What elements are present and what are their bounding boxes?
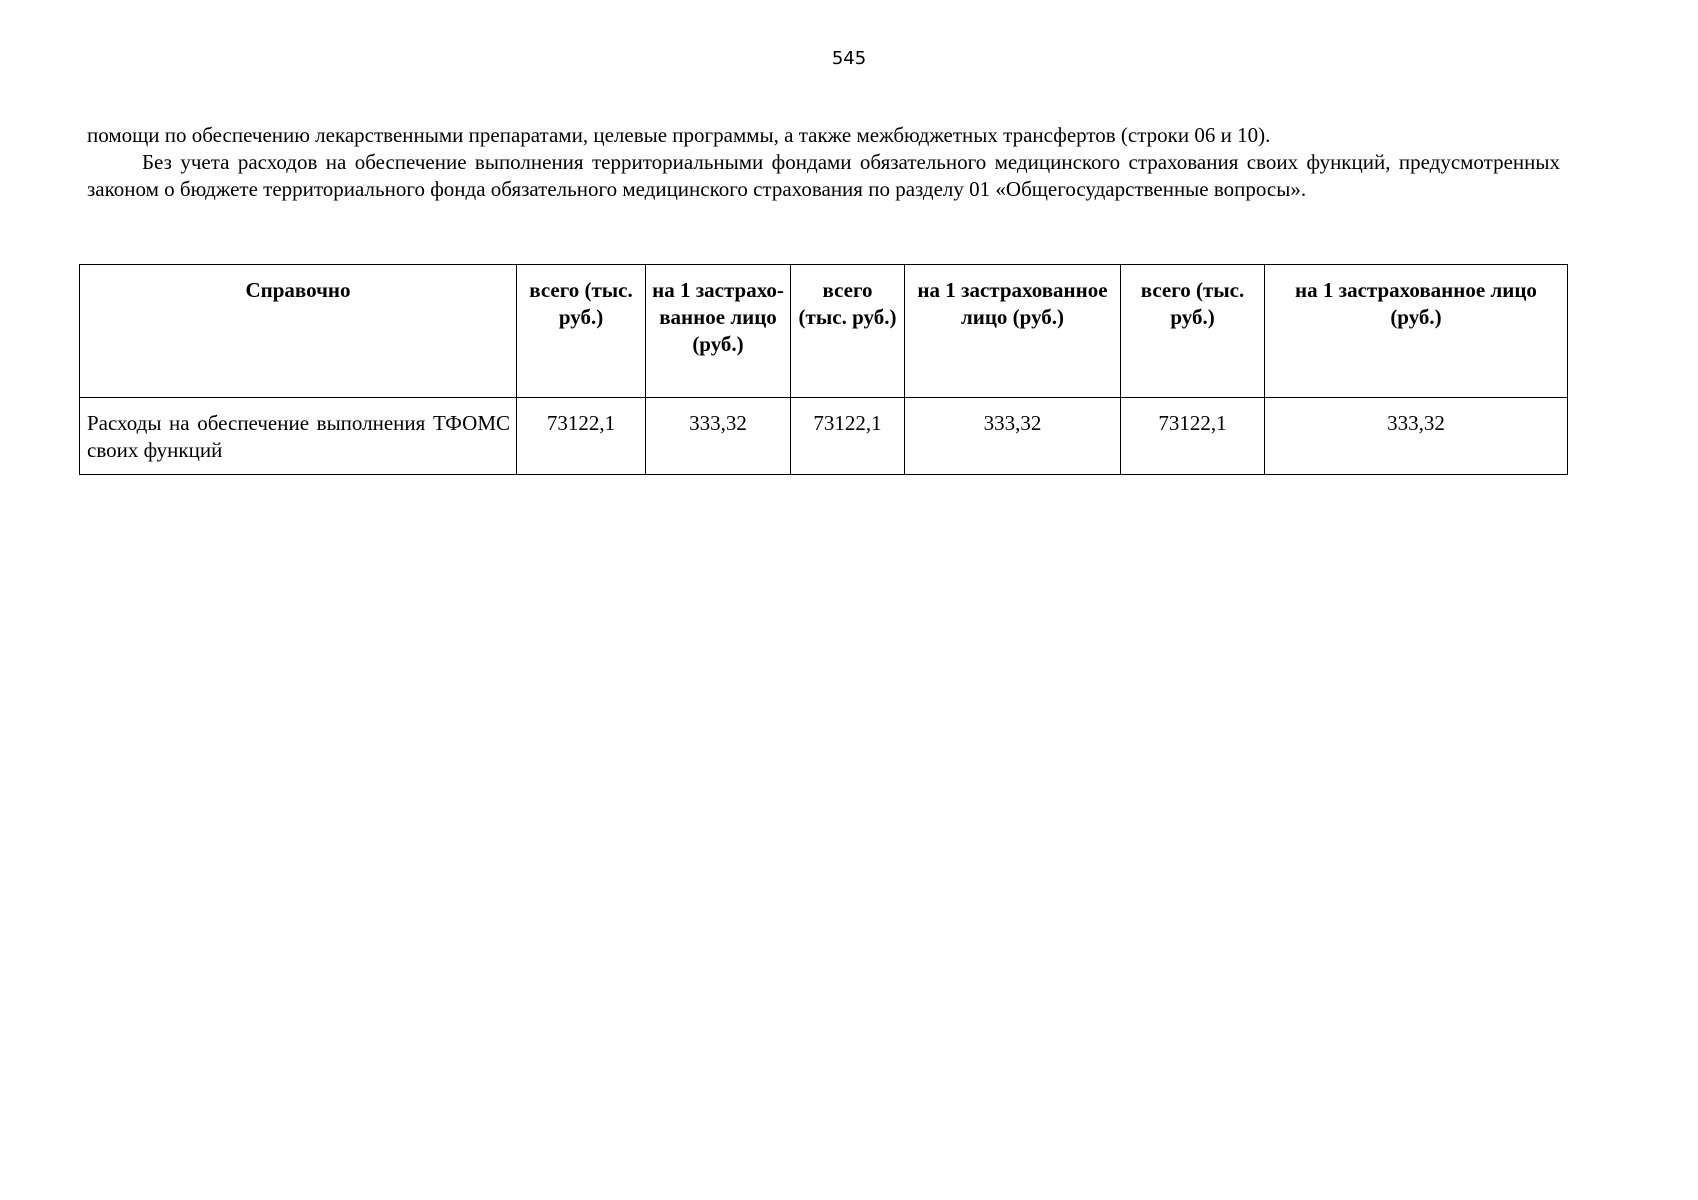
cell-total-3: 73122,1 xyxy=(1121,398,1265,475)
header-per-insured-3: на 1 застрахованное лицо (руб.) xyxy=(1265,265,1568,398)
header-total-2: всего (тыс. руб.) xyxy=(791,265,905,398)
cell-per-insured-2: 333,32 xyxy=(905,398,1121,475)
row-label: Расходы на обеспечение выполнения ТФОМС своих функций xyxy=(80,398,517,475)
header-total-3: всего (тыс. руб.) xyxy=(1121,265,1265,398)
table-header-row xyxy=(80,265,1568,398)
reference-table xyxy=(79,264,1568,475)
header-per-insured-2: на 1 застрахованное лицо (руб.) xyxy=(905,265,1121,398)
cell-per-insured-3: 333,32 xyxy=(1265,398,1568,475)
header-reference: Справочно xyxy=(80,265,517,398)
header-total-1: всего (тыс. руб.) xyxy=(517,265,646,398)
paragraph-continuation: помощи по обеспечению лекарственными препаратами, целевые программы, а также межбюджетных трансфертов (строки 06 и 10). xyxy=(87,123,1271,147)
page-number: 545 xyxy=(831,48,867,69)
paragraph-footnote: Без учета расходов на обеспечение выполнения территориальными фондами обязательного медицинского страхования своих функций, предусмотренных законом о бюджете территориального фонда обязательного медицинского страхования по разделу 01 «Общегосударственные вопросы». xyxy=(87,150,1560,201)
table-row xyxy=(80,398,1568,475)
header-per-insured-1: на 1 застрахо-ванное лицо (руб.) xyxy=(646,265,791,398)
body-text xyxy=(87,122,1560,203)
cell-total-2: 73122,1 xyxy=(791,398,905,475)
cell-per-insured-1: 333,32 xyxy=(646,398,791,475)
cell-total-1: 73122,1 xyxy=(517,398,646,475)
